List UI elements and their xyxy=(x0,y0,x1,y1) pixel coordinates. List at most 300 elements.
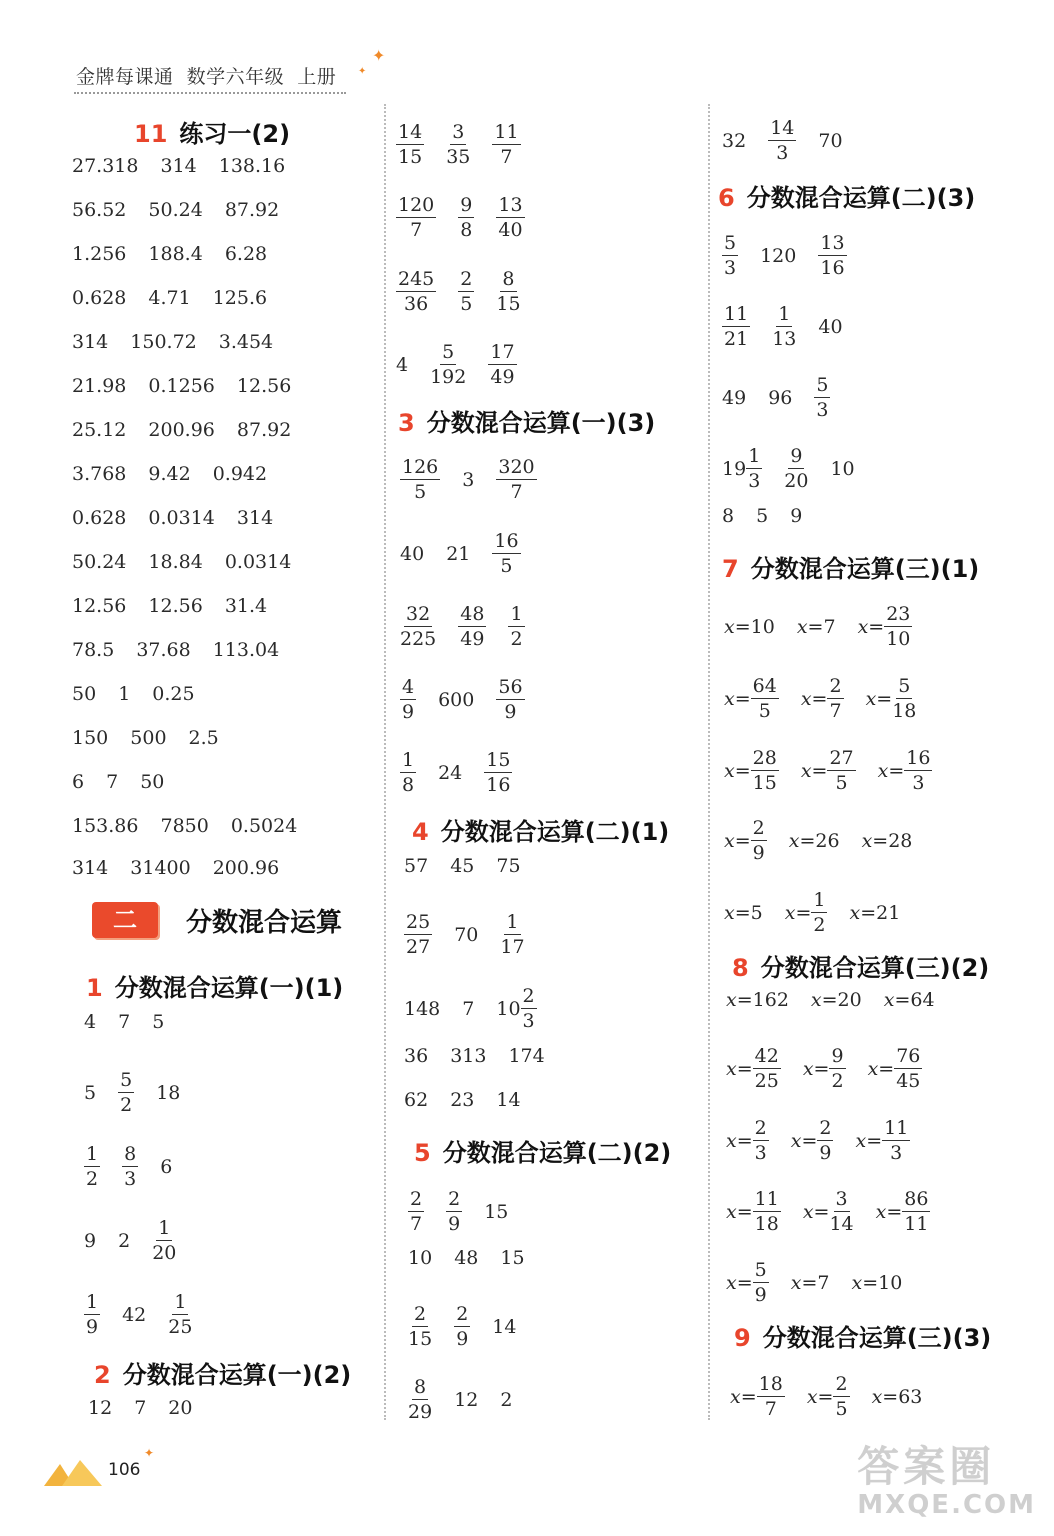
answer-value: x =7 xyxy=(796,616,836,638)
answer-value: 313 xyxy=(450,1045,487,1067)
fraction: 9 8 xyxy=(460,194,473,241)
fraction: 76 45 xyxy=(896,1045,921,1092)
answer-value xyxy=(168,1293,192,1337)
fraction: 1 17 xyxy=(500,911,525,958)
answer-value: x = 2 9 xyxy=(724,817,765,864)
fraction: 2 7 xyxy=(829,675,842,722)
fraction: 1 25 xyxy=(168,1291,193,1338)
answer-row xyxy=(724,605,934,649)
answer-value: x =7 xyxy=(790,1272,830,1294)
mountain-icon xyxy=(44,1458,104,1488)
answer-value: 188.4 xyxy=(148,243,203,265)
fraction: 3 35 xyxy=(446,121,471,168)
answer-value: 70 xyxy=(818,130,843,152)
answer-value xyxy=(408,1190,424,1234)
star-icon: ✦ xyxy=(372,46,386,65)
answer-value: 36 xyxy=(404,1045,429,1067)
fraction: 5 3 xyxy=(816,374,829,421)
answer-value: 148 xyxy=(404,998,441,1020)
answer-row xyxy=(72,287,289,309)
answer-value xyxy=(122,1145,138,1189)
answer-row xyxy=(400,751,534,795)
answer-value: 25.12 xyxy=(72,419,127,441)
answer-value: 12.56 xyxy=(148,595,203,617)
answer-row xyxy=(72,857,301,879)
chapter-title: 分数混合运算 xyxy=(186,908,343,938)
answer-row xyxy=(72,551,313,573)
fraction: 245 36 xyxy=(398,268,435,315)
answer-value: 3.768 xyxy=(72,463,127,485)
answer-row xyxy=(722,447,877,491)
fraction: 42 25 xyxy=(754,1045,779,1092)
answer-value: 7 xyxy=(462,998,475,1020)
answer-value: 7 xyxy=(118,1011,131,1033)
answer-row xyxy=(408,1305,538,1349)
answer-value: 87.92 xyxy=(224,199,280,221)
answer-value: 1.256 xyxy=(72,243,127,265)
answer-value: x = 11 18 xyxy=(726,1188,779,1235)
answer-row xyxy=(84,1293,214,1337)
answer-row xyxy=(72,199,301,221)
answer-value: 12 xyxy=(454,1389,479,1411)
fraction: 2 5 xyxy=(460,268,473,315)
fraction: 2 3 xyxy=(522,985,535,1032)
answer-value xyxy=(396,270,436,314)
answer-value: x = 86 11 xyxy=(875,1188,929,1235)
answer-value: x = 2 7 xyxy=(800,675,842,722)
answer-value: 138.16 xyxy=(218,155,286,177)
answer-value: 6 xyxy=(72,771,85,793)
answer-value xyxy=(784,447,808,491)
fraction: 15 16 xyxy=(486,749,511,796)
answer-row xyxy=(84,1011,186,1033)
answer-value: 31400 xyxy=(130,857,191,879)
answer-value: 2.5 xyxy=(188,727,219,749)
page-number: 106 xyxy=(108,1460,141,1480)
answer-value xyxy=(404,913,432,957)
answer-value xyxy=(492,532,520,576)
answer-value: 10 xyxy=(408,1247,433,1269)
answer-value: x = 42 25 xyxy=(726,1045,779,1092)
fraction: 5 192 xyxy=(430,341,467,388)
fraction: 5 3 xyxy=(724,232,737,279)
fraction: 2 9 xyxy=(456,1303,469,1350)
fraction: 14 15 xyxy=(398,121,423,168)
answer-row xyxy=(726,1190,952,1234)
fraction: 2 5 xyxy=(835,1373,848,1420)
answer-value: 200.96 xyxy=(212,857,280,879)
book-header xyxy=(76,62,336,89)
fraction: 320 7 xyxy=(498,456,535,503)
answer-value: 5 xyxy=(84,1082,97,1104)
answer-value xyxy=(722,305,750,349)
answer-value: 314 xyxy=(160,155,197,177)
answer-value: 50 xyxy=(140,771,165,793)
answer-value xyxy=(818,234,846,278)
fraction: 16 3 xyxy=(906,747,931,794)
answer-value: 62 xyxy=(404,1089,429,1111)
answer-value: 49 xyxy=(722,387,747,409)
answer-row xyxy=(726,1047,944,1091)
answer-row xyxy=(724,891,922,935)
answer-value: x =21 xyxy=(849,902,901,924)
fraction: 9 2 xyxy=(831,1045,844,1092)
answer-value: 78.5 xyxy=(72,639,115,661)
answer-value: 200.96 xyxy=(148,419,215,441)
answer-value: x = 1 2 xyxy=(784,889,826,936)
answer-value: 7 xyxy=(134,1397,147,1419)
fraction: 2 3 xyxy=(754,1117,767,1164)
fraction: 120 7 xyxy=(398,194,435,241)
answer-value: 5 xyxy=(152,1011,165,1033)
answer-row xyxy=(72,683,217,705)
answer-value: 42 xyxy=(122,1304,147,1326)
answer-value: 0.942 xyxy=(212,463,268,485)
fraction: 13 16 xyxy=(820,232,845,279)
answer-value: 153.86 xyxy=(72,815,139,837)
answer-value xyxy=(814,376,830,420)
answer-row xyxy=(408,1190,530,1234)
fraction: 5 9 xyxy=(754,1259,767,1306)
answer-value: x =162 xyxy=(726,989,789,1011)
answer-value: 57 xyxy=(404,855,429,877)
answer-row xyxy=(722,234,869,278)
fraction: 27 5 xyxy=(829,747,854,794)
answer-value: x = 76 45 xyxy=(867,1045,921,1092)
fraction: 4 9 xyxy=(402,676,415,723)
answer-value: 8 xyxy=(722,505,735,527)
fraction: 5 18 xyxy=(892,675,917,722)
answer-row xyxy=(396,270,543,314)
book-volume: 上册 xyxy=(297,66,337,88)
answer-value: 40 xyxy=(400,543,425,565)
watermark-logo: 答案圈 xyxy=(857,1442,996,1491)
answer-value: 40 xyxy=(818,316,843,338)
answer-row xyxy=(396,196,547,240)
answer-value: 96 xyxy=(768,387,793,409)
answer-value: 48 xyxy=(454,1247,479,1269)
answer-value: 0.0314 xyxy=(148,507,215,529)
answer-value: x =63 xyxy=(871,1386,923,1408)
fraction: 1 13 xyxy=(772,303,797,350)
answer-value: 9 xyxy=(84,1230,97,1252)
section-title: 1 分数混合运算(一)(1) xyxy=(86,974,344,1002)
answer-value xyxy=(772,305,796,349)
answer-value: 3 xyxy=(462,469,475,491)
answer-value: 314 xyxy=(72,857,109,879)
answer-row xyxy=(400,532,543,576)
answer-value: 0.1256 xyxy=(148,375,215,397)
answer-value: 45 xyxy=(450,855,475,877)
answer-value xyxy=(446,1190,462,1234)
answer-value: 15 xyxy=(484,1201,509,1223)
answer-value: 6.28 xyxy=(224,243,268,265)
answer-value: x =20 xyxy=(810,989,862,1011)
answer-value: 314 xyxy=(72,331,109,353)
answer-value: 0.628 xyxy=(72,287,127,309)
answer-value: 150 xyxy=(72,727,109,749)
answer-row xyxy=(84,1219,198,1263)
answer-value: 70 xyxy=(454,924,479,946)
column-divider xyxy=(384,104,386,1420)
answer-value: 12.56 xyxy=(236,375,292,397)
answer-value: 56.52 xyxy=(72,199,127,221)
fraction: 1 2 xyxy=(86,1143,99,1190)
answer-value xyxy=(496,196,524,240)
answer-row xyxy=(724,749,954,793)
answer-value: 3.454 xyxy=(218,331,274,353)
answer-row xyxy=(72,463,289,485)
answer-value: x = 3 14 xyxy=(802,1188,854,1235)
answer-value: 7 xyxy=(106,771,119,793)
answer-row xyxy=(72,727,241,749)
fraction: 2 9 xyxy=(752,817,765,864)
answer-value: 600 xyxy=(438,689,475,711)
answer-row xyxy=(726,1119,932,1163)
answer-value: 150.72 xyxy=(130,331,197,353)
answer-row xyxy=(88,1397,214,1419)
answer-value: 113.04 xyxy=(212,639,280,661)
fraction: 23 10 xyxy=(886,603,911,650)
answer-row xyxy=(72,507,295,529)
answer-row xyxy=(72,639,301,661)
answer-value: 12.56 xyxy=(72,595,127,617)
answer-value: 10 xyxy=(830,458,855,480)
answer-value: 4 xyxy=(84,1011,97,1033)
answer-value: 500 xyxy=(130,727,167,749)
answer-row xyxy=(722,305,865,349)
answer-value: 1 xyxy=(118,683,131,705)
answer-value xyxy=(400,678,416,722)
answer-value xyxy=(496,678,524,722)
answer-value xyxy=(118,1071,134,1115)
answer-value: 75 xyxy=(496,855,521,877)
fraction: 8 29 xyxy=(408,1376,433,1423)
section-title: 9 分数混合运算(三)(3) xyxy=(734,1324,992,1352)
answer-value: 120 xyxy=(760,245,797,267)
answer-row xyxy=(722,376,852,420)
answer-value xyxy=(400,605,436,649)
fraction: 2 9 xyxy=(819,1117,832,1164)
answer-value: 37.68 xyxy=(136,639,191,661)
fraction: 126 5 xyxy=(402,456,439,503)
answer-value: 9.42 xyxy=(148,463,191,485)
answer-row xyxy=(724,677,938,721)
answer-row xyxy=(408,1247,547,1269)
answer-value: 0.25 xyxy=(152,683,195,705)
fraction: 13 40 xyxy=(498,194,523,241)
answer-value: 15 xyxy=(500,1247,525,1269)
answer-value: x =10 xyxy=(724,616,775,638)
answer-row xyxy=(400,605,547,649)
fraction: 1 9 xyxy=(86,1291,99,1338)
answer-value: x = 11 3 xyxy=(855,1117,909,1164)
fraction: 11 3 xyxy=(884,1117,909,1164)
answer-value xyxy=(508,605,524,649)
fraction: 32 225 xyxy=(400,603,437,650)
answer-value: 14 xyxy=(496,1089,521,1111)
answer-value xyxy=(400,751,416,795)
answer-value: 18.84 xyxy=(148,551,203,573)
answer-value: 31.4 xyxy=(224,595,268,617)
answer-value: 4.71 xyxy=(148,287,191,309)
answer-row xyxy=(396,343,539,387)
fraction: 11 7 xyxy=(494,121,519,168)
fraction: 1 8 xyxy=(402,749,415,796)
fraction: 48 49 xyxy=(460,603,485,650)
answer-value xyxy=(446,123,470,167)
answer-value xyxy=(500,913,524,957)
answer-value: 21 xyxy=(446,543,471,565)
answer-row xyxy=(72,331,295,353)
section-title: 11 练习一(2) xyxy=(134,120,291,148)
answer-value: x = 5 18 xyxy=(865,675,917,722)
answer-row xyxy=(396,123,543,167)
answer-value: 10 2 3 xyxy=(496,985,535,1032)
answer-value xyxy=(84,1145,100,1189)
answer-value xyxy=(492,123,520,167)
section-title: 2 分数混合运算(一)(2) xyxy=(94,1361,352,1389)
star-icon: ✦ xyxy=(144,1446,155,1460)
answer-value: 9 xyxy=(790,505,803,527)
fraction: 2 9 xyxy=(448,1188,461,1235)
answer-value xyxy=(458,605,486,649)
answer-value: 4 xyxy=(396,354,409,376)
answer-row xyxy=(404,1045,567,1067)
answer-value: 23 xyxy=(450,1089,475,1111)
answer-row xyxy=(730,1375,944,1419)
answer-row xyxy=(72,243,289,265)
section-title: 5 分数混合运算(二)(2) xyxy=(414,1139,672,1167)
answer-value xyxy=(496,270,520,314)
fraction: 14 3 xyxy=(770,117,795,164)
answer-value: x = 27 5 xyxy=(800,747,854,794)
header-divider xyxy=(74,92,346,94)
section-title: 3 分数混合运算(一)(3) xyxy=(398,409,656,437)
answer-value xyxy=(488,343,516,387)
answer-value xyxy=(152,1219,176,1263)
answer-value: 21.98 xyxy=(72,375,127,397)
fraction: 11 18 xyxy=(754,1188,779,1235)
answer-value xyxy=(454,1305,470,1349)
answer-value: 6 xyxy=(160,1156,173,1178)
fraction: 8 3 xyxy=(124,1143,137,1190)
watermark xyxy=(857,1444,1036,1520)
star-icon: ✦ xyxy=(358,66,367,77)
answer-value xyxy=(458,270,474,314)
fraction: 56 9 xyxy=(498,676,523,723)
fraction: 64 5 xyxy=(752,675,777,722)
fraction: 16 5 xyxy=(494,530,519,577)
answer-value: x =64 xyxy=(883,989,935,1011)
column-divider xyxy=(708,104,710,1420)
watermark-url: MXQE.COM xyxy=(857,1490,1036,1520)
answer-value: x = 9 2 xyxy=(802,1045,844,1092)
answer-value: 50 xyxy=(72,683,97,705)
answer-value xyxy=(396,196,436,240)
answer-value: x = 28 15 xyxy=(724,747,777,794)
answer-value xyxy=(496,458,536,502)
section-title: 8 分数混合运算(三)(2) xyxy=(732,954,990,982)
answer-value xyxy=(430,343,466,387)
answer-value: x = 2 9 xyxy=(790,1117,832,1164)
book-subject: 数学六年级 xyxy=(186,66,285,88)
answer-value: x = 16 3 xyxy=(877,747,931,794)
answer-value: 50.24 xyxy=(148,199,203,221)
fraction: 1 2 xyxy=(510,603,523,650)
fraction: 28 15 xyxy=(752,747,777,794)
answer-value xyxy=(768,119,796,163)
answer-value: x = 18 7 xyxy=(730,1373,783,1420)
answer-value: x = 64 5 xyxy=(724,675,777,722)
answer-value: 314 xyxy=(236,507,274,529)
answer-value xyxy=(84,1293,100,1337)
answer-value: 32 xyxy=(722,130,747,152)
chapter-badge: 二 xyxy=(92,902,158,938)
section-title: 6 分数混合运算(二)(3) xyxy=(718,184,976,212)
answer-value xyxy=(408,1305,432,1349)
fraction: 2 15 xyxy=(408,1303,433,1350)
fraction: 11 21 xyxy=(724,303,749,350)
answer-value xyxy=(458,196,474,240)
answer-row xyxy=(408,1378,534,1422)
fraction: 1 3 xyxy=(748,445,761,492)
fraction: 1 2 xyxy=(813,889,826,936)
fraction: 17 49 xyxy=(490,341,515,388)
answer-value: 19 1 3 xyxy=(722,445,761,492)
answer-value: x = 23 10 xyxy=(857,603,911,650)
fraction: 3 14 xyxy=(829,1188,854,1235)
answer-row xyxy=(404,855,543,877)
answer-value: 0.628 xyxy=(72,507,127,529)
answer-value xyxy=(400,458,440,502)
answer-row xyxy=(724,819,934,863)
answer-value: 50.24 xyxy=(72,551,127,573)
answer-value: 2 xyxy=(118,1230,131,1252)
fraction: 86 11 xyxy=(904,1188,929,1235)
answer-value: 27.318 xyxy=(72,155,139,177)
fraction: 5 2 xyxy=(120,1069,133,1116)
answer-value: x =28 xyxy=(861,830,913,852)
answer-row xyxy=(72,419,313,441)
answer-row xyxy=(400,458,559,502)
answer-value: 7850 xyxy=(160,815,209,837)
fraction: 2 7 xyxy=(410,1188,423,1235)
answer-value: 87.92 xyxy=(236,419,292,441)
answer-value: 5 xyxy=(756,505,769,527)
answer-row xyxy=(404,1089,543,1111)
fraction: 1 20 xyxy=(152,1217,177,1264)
answer-row xyxy=(722,119,865,163)
answer-row xyxy=(72,155,307,177)
answer-value: 174 xyxy=(508,1045,545,1067)
answer-value: 12 xyxy=(88,1397,113,1419)
fraction: 8 15 xyxy=(496,268,521,315)
answer-value: x = 2 3 xyxy=(726,1117,767,1164)
answer-value xyxy=(484,751,512,795)
answer-row xyxy=(726,1261,924,1305)
answer-value: x =26 xyxy=(788,830,840,852)
answer-value: x =5 xyxy=(724,902,763,924)
section-title: 7 分数混合运算(三)(1) xyxy=(722,555,980,583)
answer-value: x =10 xyxy=(851,1272,903,1294)
answer-value: 0.0314 xyxy=(224,551,292,573)
answer-row xyxy=(726,989,957,1011)
book-title: 金牌每课通 xyxy=(76,66,174,88)
answer-row xyxy=(722,505,824,527)
answer-value: x = 2 5 xyxy=(806,1373,848,1420)
answer-value: x = 5 9 xyxy=(726,1259,767,1306)
